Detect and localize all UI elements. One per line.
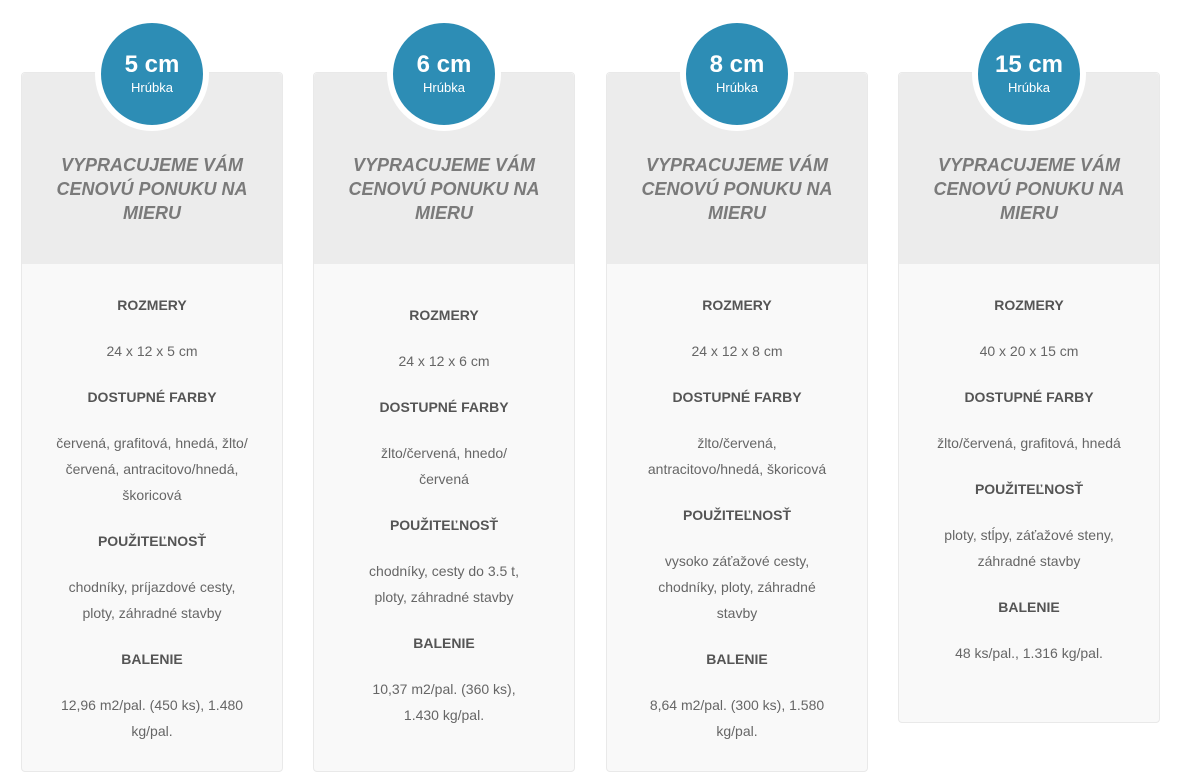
thickness-badge: [387, 17, 501, 131]
balenie-value: 8,64 m2/pal. (300 ks), 1.580 kg/pal.: [649, 697, 825, 739]
farby-value: žlto/červená, hnedo/ červená: [380, 445, 508, 487]
farby-value: žlto/červená, antracitovo/hnedá, škoricová: [647, 435, 827, 477]
farby-label: DOSTUPNÉ FARBY: [379, 399, 509, 415]
thickness-value: 5 cm: [124, 51, 180, 78]
rozmery-label: ROZMERY: [409, 307, 479, 323]
card-header: [607, 51, 867, 264]
pouzitelnost-label: POUŽITEĽNOSŤ: [974, 481, 1084, 497]
rozmery-label: ROZMERY: [994, 297, 1064, 313]
thickness-badge: [95, 17, 209, 131]
thickness-value: 6 cm: [416, 51, 472, 78]
pouzitelnost-value: ploty, stĺpy, záťažové steny, záhradné stavby: [944, 527, 1114, 569]
card-header: [899, 51, 1159, 264]
rozmery-value: 24 x 12 x 5 cm: [106, 343, 198, 359]
card-title: VYPRACUJEME VÁM CENOVÚ PONUKU NA MIERU: [348, 155, 540, 223]
card-title: VYPRACUJEME VÁM CENOVÚ PONUKU NA MIERU: [641, 155, 833, 223]
pouzitelnost-label: POUŽITEĽNOSŤ: [389, 517, 499, 533]
card-header: [22, 51, 282, 264]
card-body: [314, 264, 574, 752]
thickness-label: Hrúbka: [716, 80, 758, 95]
thickness-value: 8 cm: [709, 51, 765, 78]
card-body: [899, 264, 1159, 690]
pricing-card-15cm: [898, 51, 1160, 723]
pouzitelnost-label: POUŽITEĽNOSŤ: [682, 507, 792, 523]
rozmery-value: 40 x 20 x 15 cm: [979, 343, 1079, 359]
balenie-label: BALENIE: [998, 599, 1060, 615]
pricing-card-5cm: [21, 51, 283, 772]
balenie-label: BALENIE: [706, 651, 768, 667]
pouzitelnost-label: POUŽITEĽNOSŤ: [97, 533, 207, 549]
thickness-badge: [680, 17, 794, 131]
thickness-badge: [972, 17, 1086, 131]
balenie-label: BALENIE: [121, 651, 183, 667]
balenie-value: 12,96 m2/pal. (450 ks), 1.480 kg/pal.: [60, 697, 244, 739]
thickness-value: 15 cm: [994, 51, 1064, 78]
thickness-label: Hrúbka: [131, 80, 173, 95]
rozmery-value: 24 x 12 x 6 cm: [398, 353, 490, 369]
card-title: VYPRACUJEME VÁM CENOVÚ PONUKU NA MIERU: [56, 155, 248, 223]
rozmery-value: 24 x 12 x 8 cm: [691, 343, 783, 359]
farby-value: žlto/červená, grafitová, hnedá: [937, 435, 1121, 451]
farby-label: DOSTUPNÉ FARBY: [672, 389, 802, 405]
pricing-card-6cm: [313, 51, 575, 772]
thickness-label: Hrúbka: [1008, 80, 1050, 95]
rozmery-label: ROZMERY: [117, 297, 187, 313]
pricing-card-8cm: [606, 51, 868, 772]
farby-label: DOSTUPNÉ FARBY: [964, 389, 1094, 405]
card-title: VYPRACUJEME VÁM CENOVÚ PONUKU NA MIERU: [933, 155, 1125, 223]
balenie-value: 10,37 m2/pal. (360 ks), 1.430 kg/pal.: [372, 681, 516, 723]
card-header: [314, 51, 574, 264]
balenie-label: BALENIE: [413, 635, 475, 651]
card-body: [607, 264, 867, 768]
pouzitelnost-value: chodníky, príjazdové cesty, ploty, záhradné stavby: [68, 579, 236, 621]
rozmery-label: ROZMERY: [702, 297, 772, 313]
card-body: [22, 264, 282, 768]
balenie-value: 48 ks/pal., 1.316 kg/pal.: [955, 645, 1103, 661]
farby-value: červená, grafitová, hnedá, žlto/ červená, antracitovo/hnedá, škoricová: [56, 435, 248, 503]
pouzitelnost-value: chodníky, cesty do 3.5 t, ploty, záhradné stavby: [369, 563, 519, 605]
farby-label: DOSTUPNÉ FARBY: [87, 389, 217, 405]
thickness-label: Hrúbka: [423, 80, 465, 95]
pouzitelnost-value: vysoko záťažové cesty, chodníky, ploty, záhradné stavby: [658, 553, 816, 621]
